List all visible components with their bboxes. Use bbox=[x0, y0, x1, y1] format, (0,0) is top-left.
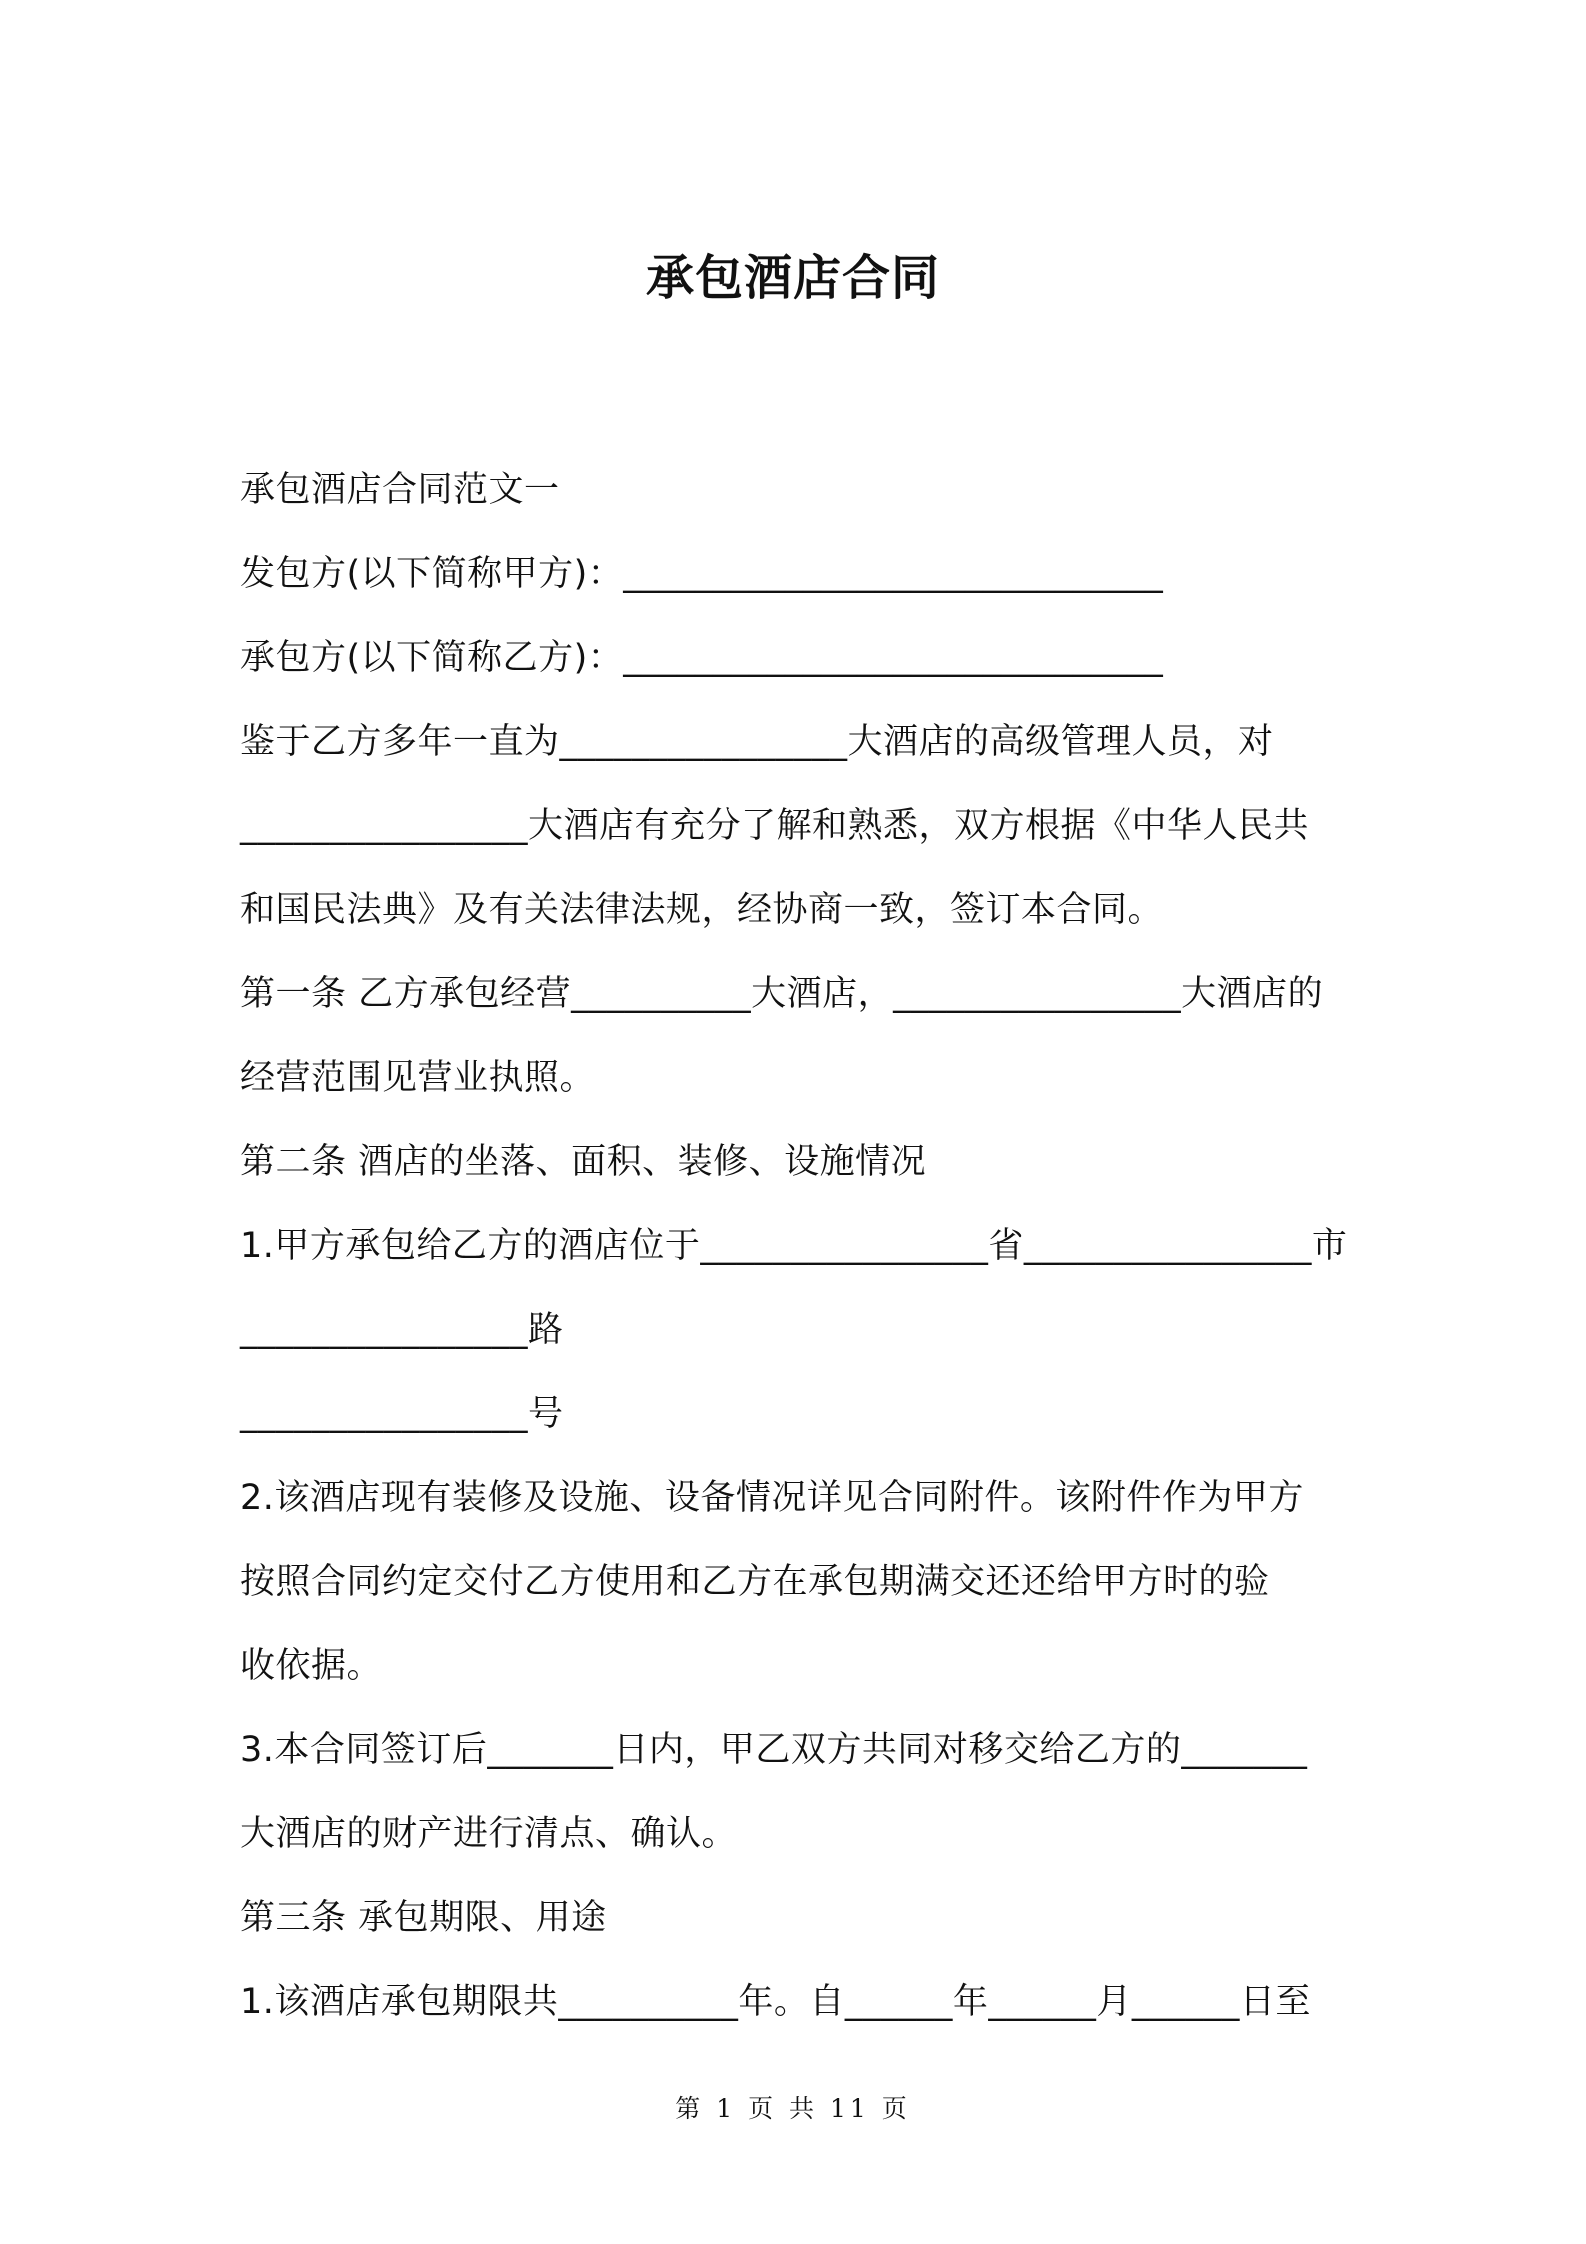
party-a-line: 发包方(以下简称甲方)：______________________________ bbox=[240, 554, 1164, 594]
paragraph-line: ________________号 bbox=[240, 1394, 564, 1434]
document-title: 承包酒店合同 bbox=[645, 250, 940, 306]
article-one-line: 第一条 乙方承包经营__________大酒店，________________大酒店的 bbox=[240, 974, 1324, 1014]
paragraph-line: 1.甲方承包给乙方的酒店位于________________省________________市 bbox=[240, 1226, 1348, 1266]
party-b-line: 承包方(以下简称乙方)：______________________________ bbox=[240, 638, 1164, 678]
paragraph-line: 3.本合同签订后_______日内，甲乙双方共同对移交给乙方的_______ bbox=[240, 1730, 1308, 1770]
paragraph-line: 大酒店的财产进行清点、确认。 bbox=[240, 1814, 738, 1854]
article-three-heading: 第三条 承包期限、用途 bbox=[240, 1898, 607, 1938]
paragraph-line: 鉴于乙方多年一直为________________大酒店的高级管理人员，对 bbox=[240, 722, 1274, 762]
paragraph-line: 经营范围见营业执照。 bbox=[240, 1058, 596, 1098]
paragraph-line: 1.该酒店承包期限共__________年。自______年______月______日至 bbox=[240, 1982, 1311, 2022]
section-heading: 承包酒店合同范文一 bbox=[240, 470, 560, 510]
paragraph-line: 按照合同约定交付乙方使用和乙方在承包期满交还还给甲方时的验 bbox=[240, 1562, 1270, 1602]
article-two-heading: 第二条 酒店的坐落、面积、装修、设施情况 bbox=[240, 1142, 927, 1182]
paragraph-line: ________________路 bbox=[240, 1310, 564, 1350]
paragraph-line: 2.该酒店现有装修及设施、设备情况详见合同附件。该附件作为甲方 bbox=[240, 1478, 1304, 1518]
paragraph-line: ________________大酒店有充分了解和熟悉，双方根据《中华人民共 bbox=[240, 806, 1310, 846]
document-body bbox=[240, 448, 1360, 2044]
paragraph-line: 收依据。 bbox=[240, 1646, 383, 1686]
paragraph-line: 和国民法典》及有关法律法规，经协商一致，签订本合同。 bbox=[240, 890, 1164, 930]
page-footer: 第 1 页 共 11 页 bbox=[675, 2094, 911, 2123]
